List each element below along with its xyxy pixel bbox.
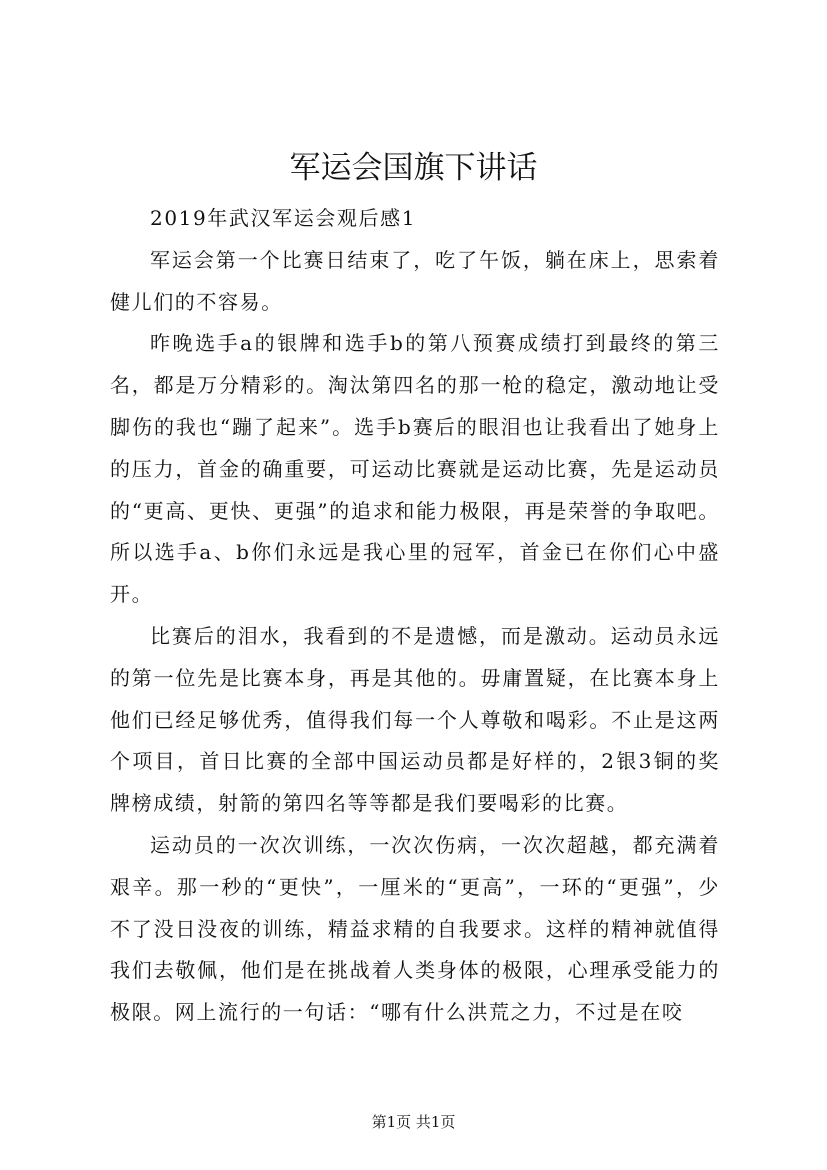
paragraph-subtitle: 2019年武汉军运会观后感1 [150,206,417,230]
page-footer: 第1页 共1页 [371,1113,456,1131]
paragraph: 运动员的一次次训练，一次次伤病，一次次超越，都充满着艰辛。那一秒的“更快”，一厘米的“更高”，一环的“更强”，少不了没日没夜的训练，精益求精的自我要求。这样的精神就值得我们去敬佩，他们是在挑战着人类身体的极限，心理承受能力的极限。网上流行的一句话：“哪有什么洪荒之力，不过是在咬 [110,832,720,1025]
paragraph: 比赛后的泪水，我看到的不是遗憾，而是激动。运动员永远的第一位先是比赛本身，再是其他的。毋庸置疑，在比赛本身上他们已经足够优秀，值得我们每一个人尊敬和喝彩。不止是这两个项目，首日比赛的全部中国运动员都是好样的，2银3铜的奖牌榜成绩，射箭的第四名等等都是我们要喝彩的比赛。 [110,623,720,816]
document-title: 军运会国旗下讲话 [289,150,538,186]
document-body [110,198,720,1034]
paragraph: 昨晚选手a的银牌和选手b的第八预赛成绩打到最终的第三名，都是万分精彩的。淘汰第四名的那一枪的稳定，激动地让受脚伤的我也“蹦了起来”。选手b赛后的眼泪也让我看出了她身上的压力，首金的确重要，可运动比赛就是运动比赛，先是运动员的“更高、更快、更强”的追求和能力极限，再是荣誉的争取吧。所以选手a、b你们永远是我心里的冠军，首金已在你们心中盛开。 [110,331,720,607]
paragraph: 军运会第一个比赛日结束了，吃了午饭，躺在床上，思索着健儿们的不容易。 [110,247,720,314]
